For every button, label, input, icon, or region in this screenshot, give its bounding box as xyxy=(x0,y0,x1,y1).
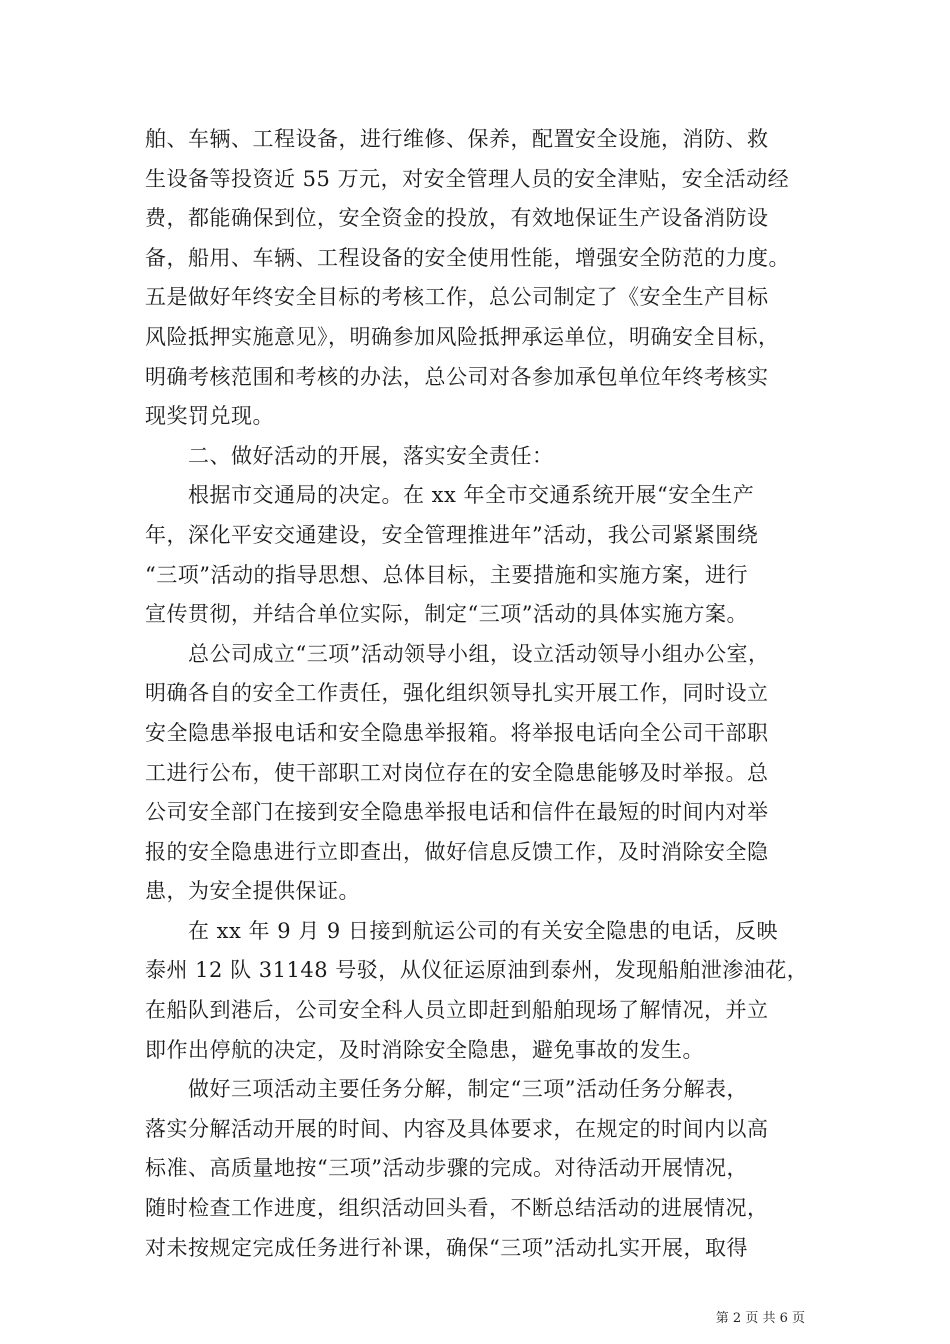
text-line: 报的安全隐患进行立即查出，做好信息反馈工作，及时消除安全隐 xyxy=(145,839,769,864)
text-line: 根据市交通局的决定。在 xx 年全市交通系统开展“安全生产 xyxy=(145,483,755,508)
text-line: 宣传贯彻，并结合单位实际，制定“三项”活动的具体实施方案。 xyxy=(145,602,748,627)
body-text xyxy=(145,120,809,1268)
text-line: 舶、车辆、工程设备，进行维修、保养，配置安全设施，消防、救 xyxy=(145,127,769,151)
text-line: 总公司成立“三项”活动领导小组，设立活动领导小组办公室， xyxy=(145,641,770,666)
text-line: 备，船用、车辆、工程设备的安全使用性能，增强安全防范的力度。 xyxy=(145,245,790,270)
text-line: 安全隐患举报电话和安全隐患举报箱。将举报电话向全公司干部职 xyxy=(145,720,769,745)
text-line: 五是做好年终安全目标的考核工作，总公司制定了《安全生产目标 xyxy=(145,285,769,310)
text-line: 对未按规定完成任务进行补课，确保“三项”活动扎实开展，取得 xyxy=(145,1235,748,1260)
section-heading: 二、做好活动的开展，落实安全责任： xyxy=(145,443,554,468)
page-number-footer: 第 2 页 共 6 页 xyxy=(715,1311,805,1326)
text-line: 做好三项活动主要任务分解，制定“三项”活动任务分解表， xyxy=(145,1077,748,1102)
text-line: 年，深化平安交通建设，安全管理推进年”活动，我公司紧紧围绕 xyxy=(145,522,759,547)
text-line: 生设备等投资近 55 万元，对安全管理人员的安全津贴，安全活动经 xyxy=(145,166,790,191)
text-line: 在 xx 年 9 月 9 日接到航运公司的有关安全隐患的电话，反映 xyxy=(145,918,778,943)
text-line: 泰州 12 队 31148 号驳，从仪征运原油到泰州，发现船舶泄渗油花， xyxy=(145,958,809,983)
text-line: 公司安全部门在接到安全隐患举报电话和信件在最短的时间内对举 xyxy=(145,800,769,825)
text-line: “三项”活动的指导思想、总体目标，主要措施和实施方案，进行 xyxy=(145,562,748,587)
text-line: 风险抵押实施意见》，明确参加风险抵押承运单位，明确安全目标， xyxy=(145,324,780,349)
text-line: 随时检查工作进度，组织活动回头看，不断总结活动的进展情况， xyxy=(145,1196,769,1221)
text-line: 工进行公布，使干部职工对岗位存在的安全隐患能够及时举报。总 xyxy=(145,760,769,785)
text-line: 现奖罚兑现。 xyxy=(145,404,274,429)
text-line: 费，都能确保到位，安全资金的投放，有效地保证生产设备消防设 xyxy=(145,206,769,231)
text-line: 明确各自的安全工作责任，强化组织领导扎实开展工作，同时设立 xyxy=(145,681,769,706)
text-line: 即作出停航的决定，及时消除安全隐患，避免事故的发生。 xyxy=(145,1037,704,1062)
text-line: 落实分解活动开展的时间、内容及具体要求，在规定的时间内以高 xyxy=(145,1116,769,1141)
text-line: 在船队到港后，公司安全科人员立即赶到船舶现场了解情况，并立 xyxy=(145,998,769,1023)
text-line: 患，为安全提供保证。 xyxy=(145,879,360,904)
text-line: 标准、高质量地按“三项”活动步骤的完成。对待活动开展情况， xyxy=(145,1156,748,1181)
text-line: 明确考核范围和考核的办法，总公司对各参加承包单位年终考核实 xyxy=(145,364,769,389)
